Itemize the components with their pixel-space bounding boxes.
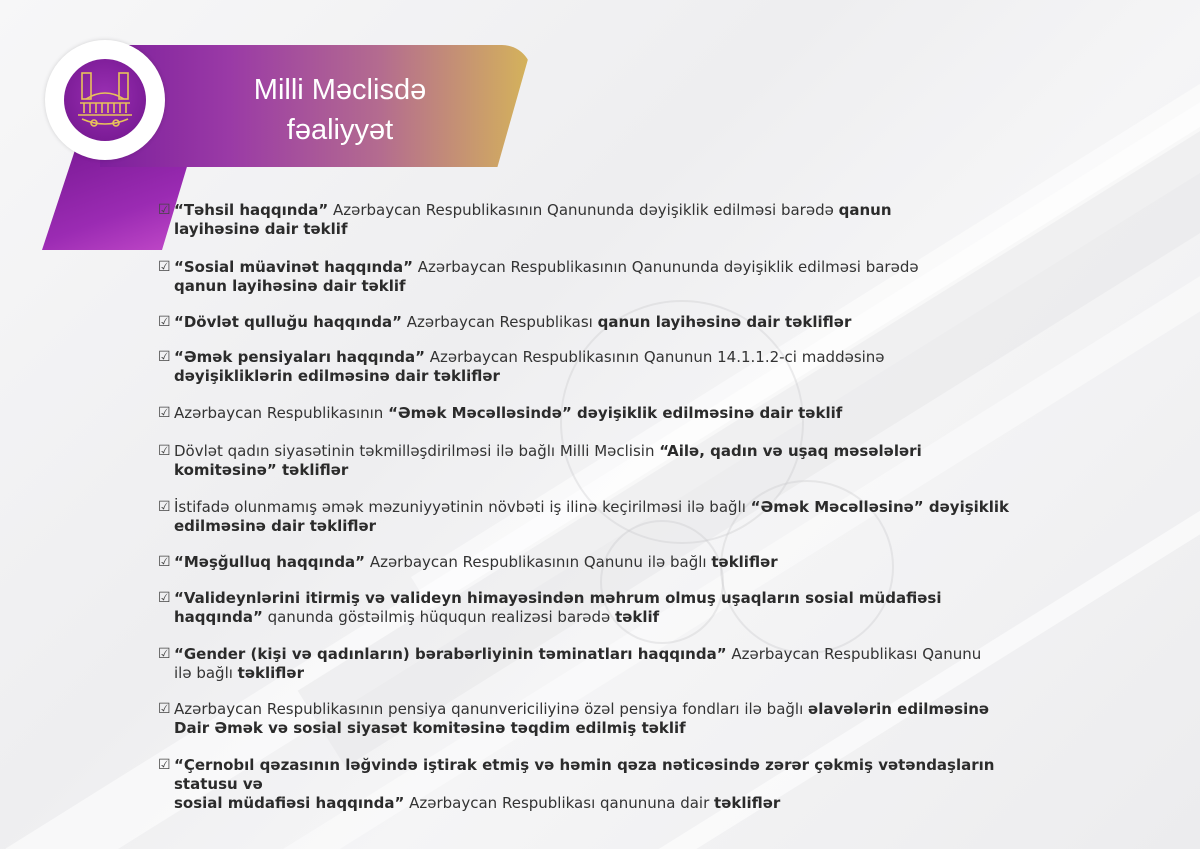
bold-text: haqqında” xyxy=(174,608,263,626)
plain-text: Azərbaycan Respublikasının Qanununda dəyişiklik edilməsi barədə xyxy=(412,258,919,276)
list-item-line xyxy=(174,201,1054,220)
list-item-text xyxy=(174,258,1054,296)
list-item-text xyxy=(174,313,1054,332)
list-item-line xyxy=(174,277,1054,296)
bold-text: “Əmək Məcəlləsinə” dəyişiklik xyxy=(750,498,1010,516)
bold-text: Dair Əmək və sosial siyasət komitəsinə təqdim edilmiş təklif xyxy=(174,719,686,737)
plain-text: İstifadə olunmamış əmək məzuniyyətinin növbəti iş ilinə keçirilməsi ilə bağlı xyxy=(174,498,751,516)
checkbox-checked-icon: ☑ xyxy=(158,646,171,662)
list-item-line xyxy=(174,220,1054,239)
list-item-text xyxy=(174,404,1054,423)
parliament-emblem-icon xyxy=(64,59,146,141)
checkbox-checked-icon: ☑ xyxy=(158,443,171,459)
bold-text: “Əmək Məcəlləsində” dəyişiklik edilməsinə dair təklif xyxy=(388,404,843,422)
list-item-text xyxy=(174,201,1054,239)
list-item-line xyxy=(174,794,1054,813)
list-item-text xyxy=(174,442,1054,480)
list-item-line xyxy=(174,348,1054,367)
list-item-line xyxy=(174,608,1054,627)
plain-text: qanunda göstəilmiş hüququn realizəsi barədə xyxy=(262,608,616,626)
checkbox-checked-icon: ☑ xyxy=(158,554,171,570)
bold-text: qanun xyxy=(838,201,892,219)
bold-text: təklif xyxy=(615,608,660,626)
bold-text: qanun layihəsinə dair təkliflər xyxy=(597,313,852,331)
list-item-line xyxy=(174,258,1054,277)
list-item-line xyxy=(174,589,1054,608)
plain-text: Dövlət qadın siyasətinin təkmilləşdirilməsi ilə bağlı Milli Məclisin xyxy=(174,442,660,460)
bold-text: dəyişikliklərin edilməsinə dair təkliflər xyxy=(174,367,500,385)
bold-text: “Sosial müavinət haqqında” xyxy=(174,258,413,276)
bold-text: “Dövlət qulluğu haqqında” xyxy=(174,313,402,331)
bold-text: “Çernobıl qəzasının ləğvində iştirak etmiş və həmin qəza nəticəsində zərər çəkmiş vətəndaşların statusu və xyxy=(174,756,995,793)
title-line-2: fəaliyyət xyxy=(286,114,394,146)
checkbox-checked-icon: ☑ xyxy=(158,405,171,421)
bold-text: “Ailə, qadın və uşaq məsələləri xyxy=(659,442,922,460)
bold-text: “Əmək pensiyaları haqqında” xyxy=(174,348,425,366)
checkbox-checked-icon: ☑ xyxy=(158,590,171,606)
list-item-line xyxy=(174,756,1054,794)
list-item-text xyxy=(174,553,1054,572)
bold-text: edilməsinə dair təkliflər xyxy=(174,517,377,535)
bold-text: sosial müdafiəsi haqqında” xyxy=(174,794,405,812)
list-item-text xyxy=(174,756,1054,813)
bold-text: təkliflər xyxy=(711,553,778,571)
plain-text: Azərbaycan Respublikasının xyxy=(174,404,389,422)
plain-text: Azərbaycan Respublikası Qanunu xyxy=(726,645,982,663)
plain-text: Azərbaycan Respublikasının Qanunun 14.1.1.2-ci maddəsinə xyxy=(425,348,885,366)
list-item-line xyxy=(174,461,1054,480)
list-item-line xyxy=(174,645,1054,664)
plain-text: Azərbaycan Respublikasının Qanunu ilə bağlı xyxy=(365,553,712,571)
checkbox-checked-icon: ☑ xyxy=(158,259,171,275)
list-item-text xyxy=(174,498,1054,536)
list-item-text xyxy=(174,645,1054,683)
list-item-line xyxy=(174,553,1054,572)
list-item-line xyxy=(174,367,1054,386)
list-item-line xyxy=(174,404,1054,423)
list-item-line xyxy=(174,498,1054,517)
checkbox-checked-icon: ☑ xyxy=(158,701,171,717)
checkbox-checked-icon: ☑ xyxy=(158,202,171,218)
list-item-line xyxy=(174,664,1054,683)
list-item-line xyxy=(174,442,1054,461)
list-item-text xyxy=(174,589,1054,627)
title-line-1: Milli Məclisdə xyxy=(253,74,427,106)
list-item-line xyxy=(174,517,1054,536)
list-item-text xyxy=(174,700,1054,738)
bold-text: əlavələrin edilməsinə xyxy=(808,700,990,718)
checkbox-checked-icon: ☑ xyxy=(158,349,171,365)
bold-text: komitəsinə” təkliflər xyxy=(174,461,349,479)
list-item-text xyxy=(174,348,1054,386)
bold-text: layihəsinə dair təklif xyxy=(174,220,348,238)
list-item-line xyxy=(174,313,1054,332)
page-title xyxy=(190,70,490,150)
plain-text: Azərbaycan Respublikasının Qanununda dəyişiklik edilməsi barədə xyxy=(328,201,839,219)
bold-text: “Təhsil haqqında” xyxy=(174,201,329,219)
bold-text: təkliflər xyxy=(714,794,781,812)
checkbox-checked-icon: ☑ xyxy=(158,757,171,773)
bold-text: “Məşğulluq haqqında” xyxy=(174,553,366,571)
plain-text: Azərbaycan Respublikası qanununa dair xyxy=(404,794,715,812)
checkbox-checked-icon: ☑ xyxy=(158,314,171,330)
bold-text: qanun layihəsinə dair təklif xyxy=(174,277,406,295)
bold-text: “Valideynlərini itirmiş və valideyn himayəsindən məhrum olmuş uşaqların sosial müdafiəsi xyxy=(174,589,942,607)
plain-text: Azərbaycan Respublikası xyxy=(401,313,598,331)
plain-text: Azərbaycan Respublikasının pensiya qanunvericiliyinə özəl pensiya fondları ilə bağlı xyxy=(174,700,809,718)
list-item-line xyxy=(174,700,1054,719)
checkbox-checked-icon: ☑ xyxy=(158,499,171,515)
bold-text: “Gender (kişi və qadınların) bərabərliyinin təminatları haqqında” xyxy=(174,645,727,663)
bold-text: təkliflər xyxy=(237,664,304,682)
plain-text: ilə bağlı xyxy=(174,664,238,682)
list-item-line xyxy=(174,719,1054,738)
